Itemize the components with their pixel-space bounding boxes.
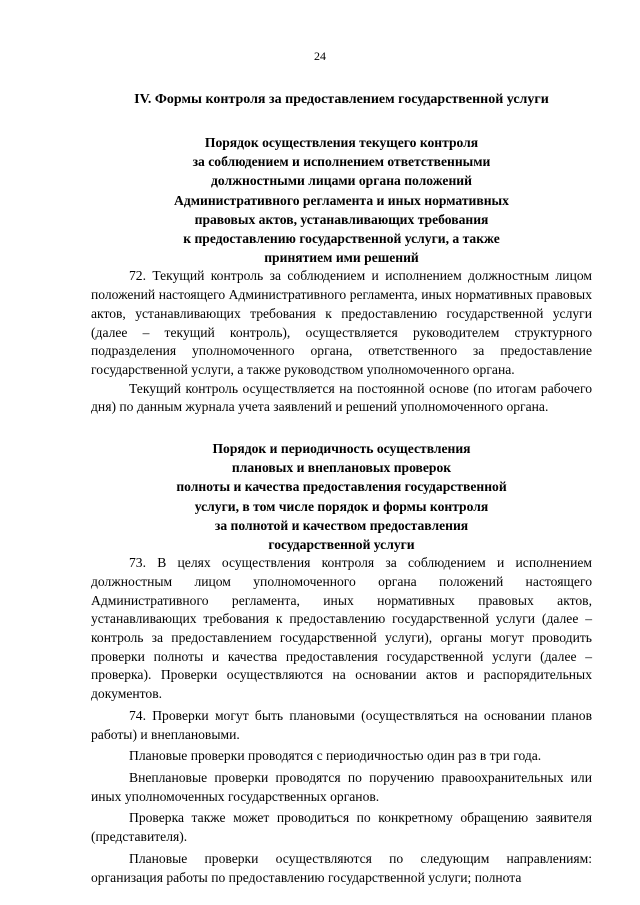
paragraph-inspection-directions: Плановые проверки осуществляются по следующим направлениям: организация работы по предоставлению государственной услуги; полнота xyxy=(91,850,592,885)
paragraph-73: 73. В целях осуществления контроля за соблюдением и исполнением должностным лицом уполномоченного органа положений настоящего Административного регламента, иных нормативных правовых актов, устанавливающих требования к предоставлению государственной услуги (далее – контроль за предоставлением государственной услуги), органы могут проводить проверки полноты и качества предоставления государственной услуги (далее – проверка). Проверки осуществляются на основании актов и распорядительных документов. xyxy=(91,555,592,702)
heading-line: услуги, в том числе порядок и формы контроля xyxy=(194,498,489,514)
heading-line: Порядок осуществления текущего контроля xyxy=(204,135,479,150)
heading-line: принятием ими решений xyxy=(264,250,419,266)
paragraph-72: 72. Текущий контроль за соблюдением и исполнением должностным лицом положений настоящего Административного регламента, иных нормативных правовых актов, устанавливающих требования к предоставлению государственной услуги (далее – текущий контроль), осуществляется руководителем структурного подразделения уполномоченного органа, ответственного за предоставление государственной услуги, а также руководством уполномоченного органа. xyxy=(91,268,592,377)
heading-line: должностными лицами органа положений xyxy=(211,173,472,189)
page-number: 24 xyxy=(314,49,326,63)
page-content xyxy=(91,91,592,887)
paragraph-current-control-basis: Текущий контроль осуществляется на постоянной основе (по итогам рабочего дня) по данным журнала учета заявлений и решений уполномоченного органа. xyxy=(91,380,592,415)
heading-line: за полнотой и качеством предоставления xyxy=(214,517,469,533)
heading-line: правовых актов, устанавливающих требования xyxy=(194,211,489,227)
heading-line: за соблюдением и исполнением ответственными xyxy=(192,154,491,170)
heading-line: плановых и внеплановых проверок xyxy=(231,460,452,476)
heading-line: Порядок и периодичность осуществления xyxy=(212,441,471,457)
subsection-heading-inspections xyxy=(91,439,592,554)
section-title: IV. Формы контроля за предоставлением государственной услуги xyxy=(134,92,549,107)
paragraph-inspection-by-request: Проверка также может проводиться по конкретному обращению заявителя (представителя). xyxy=(91,810,592,845)
heading-line: к предоставлению государственной услуги, а также xyxy=(183,231,500,247)
heading-line: полноты и качества предоставления государственной xyxy=(176,479,507,495)
heading-line: Административного регламента и иных нормативных xyxy=(174,192,509,208)
paragraph-74: 74. Проверки могут быть плановыми (осуществляться на основании планов работы) и внеплановыми. xyxy=(91,707,592,742)
subsection-heading-current-control xyxy=(91,133,592,267)
paragraph-planned-inspections: Плановые проверки проводятся с периодичностью один раз в три года. xyxy=(129,748,542,764)
paragraph-unplanned-inspections: Внеплановые проверки проводятся по поручению правоохранительных или иных уполномоченных государственных органов. xyxy=(91,770,592,804)
heading-line: государственной услуги xyxy=(268,537,415,553)
